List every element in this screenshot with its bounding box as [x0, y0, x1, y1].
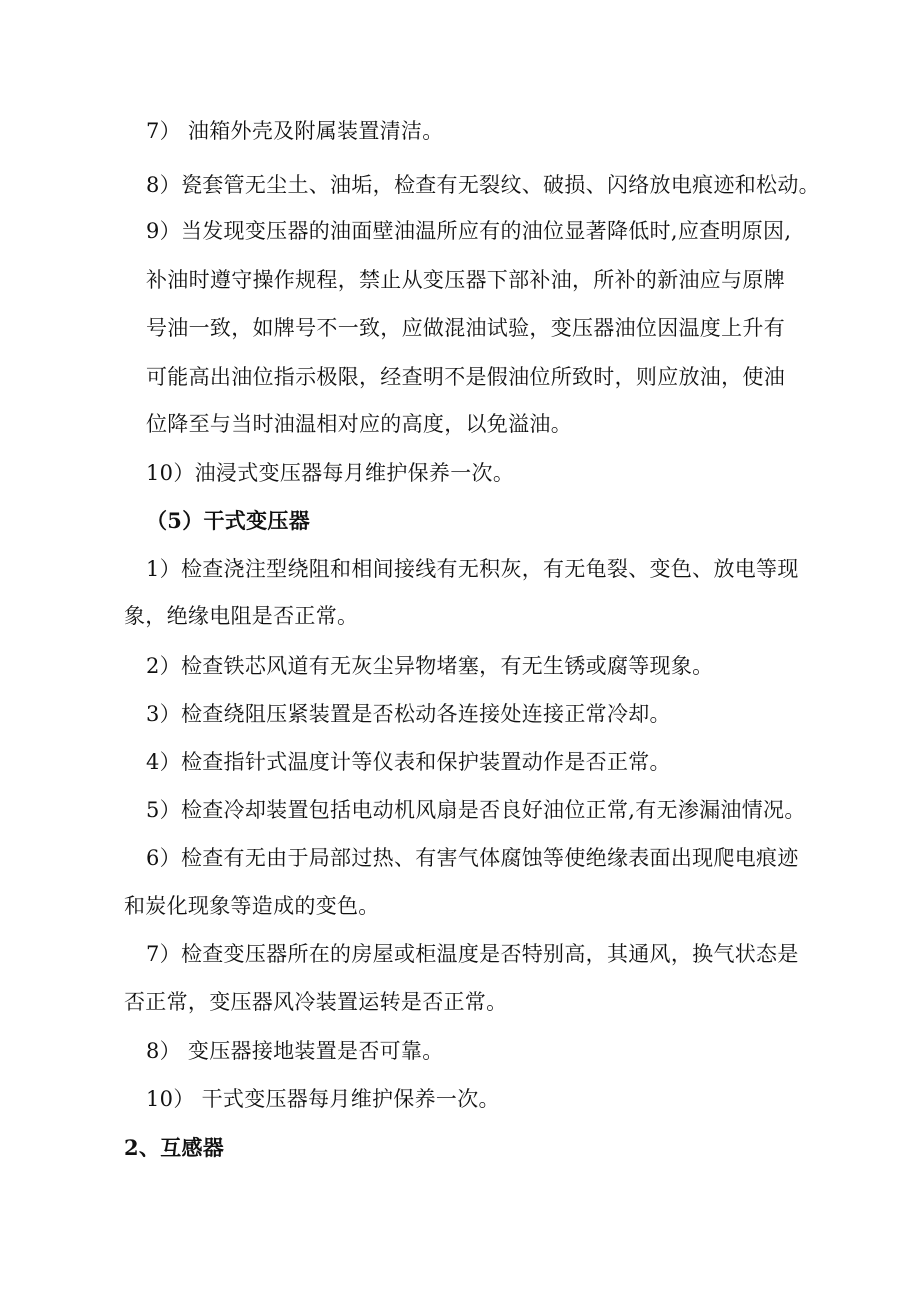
- text-line: 6）检查有无由于局部过热、有害气体腐蚀等使绝缘表面出现爬电痕迹: [146, 846, 799, 870]
- text-line: 和炭化现象等造成的变色。: [124, 894, 380, 918]
- text-line: 号油一致，如牌号不一致，应做混油试验，变压器油位因温度上升有: [146, 316, 785, 340]
- text-line: 3）检查绕阻压紧装置是否松动各连接处连接正常冷却。: [146, 702, 671, 726]
- section-heading: 2、互感器: [124, 1135, 225, 1160]
- text-line: 可能高出油位指示极限，经查明不是假油位所致时，则应放油，使油: [146, 365, 785, 389]
- text-line: 8）瓷套管无尘土、油垢，检查有无裂纹、破损、闪络放电痕迹和松动。: [146, 173, 820, 197]
- text-line: 补油时遵守操作规程，禁止从变压器下部补油，所补的新油应与原牌: [146, 268, 785, 292]
- text-line: 7）检查变压器所在的房屋或柜温度是否特别高，其通风，换气状态是: [146, 942, 799, 966]
- text-line: 否正常，变压器风冷装置运转是否正常。: [124, 990, 508, 1014]
- text-line: 位降至与当时油温相对应的高度，以免溢油。: [146, 412, 572, 436]
- text-line: 10） 干式变压器每月维护保养一次。: [146, 1087, 500, 1111]
- section-heading: （5）干式变压器: [146, 508, 311, 533]
- text-line: 2）检查铁芯风道有无灰尘异物堵塞，有无生锈或腐等现象。: [146, 654, 714, 678]
- text-line: 9）当发现变压器的油面壁油温所应有的油位显著降低时,应查明原因,: [146, 219, 792, 243]
- text-line: 8） 变压器接地装置是否可靠。: [146, 1039, 444, 1063]
- text-line: 1）检查浇注型绕阻和相间接线有无积灰，有无龟裂、变色、放电等现: [146, 557, 799, 581]
- text-line: 7） 油箱外壳及附属装置清洁。: [146, 119, 444, 143]
- text-line: 5）检查冷却装置包括电动机风扇是否良好油位正常,有无渗漏油情况。: [146, 798, 806, 822]
- text-line: 4）检查指针式温度计等仪表和保护装置动作是否正常。: [146, 750, 671, 774]
- text-line: 象，绝缘电阻是否正常。: [124, 604, 359, 628]
- text-line: 10）油浸式变压器每月维护保养一次。: [146, 461, 515, 485]
